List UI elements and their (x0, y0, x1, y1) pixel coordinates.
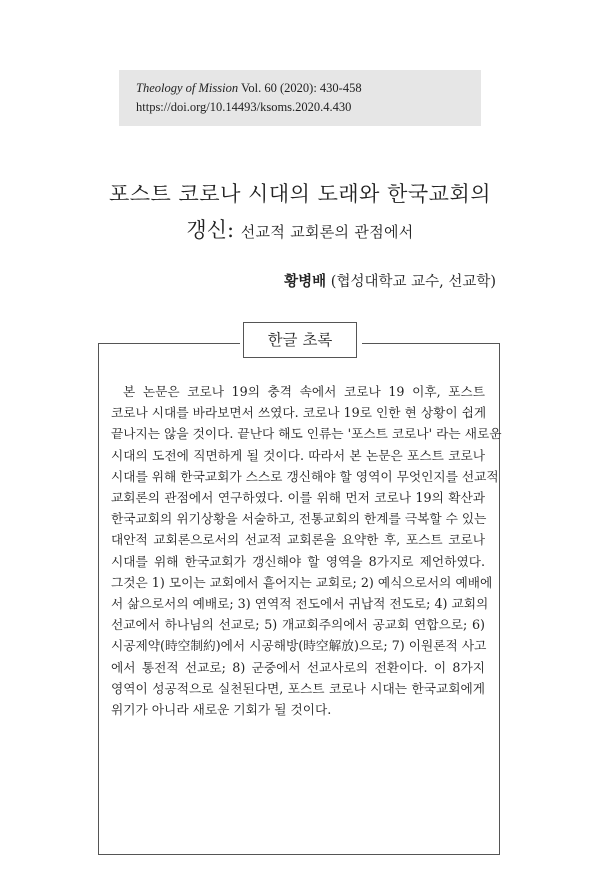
abstract-body (111, 381, 502, 720)
abstract-line: 서 삶으로서의 예배로; 3) 연역적 전도에서 귀납적 전도로; 4) 교회의 (111, 596, 489, 612)
author-line (284, 270, 496, 291)
abstract-line: 에서 통전적 선교로; 8) 군중에서 선교사로의 전환이다. 이 8가지 (111, 659, 485, 675)
abstract-line: 끝나지는 않을 것이다. 끝난다 해도 인류는 '포스트 코로나' 라는 새로운 (111, 426, 502, 442)
abstract-line: 영역이 성공적으로 실천된다면, 포스트 코로나 시대는 한국교회에게 (111, 680, 485, 696)
abstract-line: 시공제약(時空制約)에서 시공해방(時空解放)으로; 7) 이원론적 사고 (111, 638, 487, 654)
journal-name: Theology of Mission (136, 81, 239, 95)
paper-subtitle: 선교적 교회론의 관점에서 (240, 223, 414, 241)
abstract-line: 한국교회의 위기상황을 서술하고, 전통교회의 한계를 극복할 수 있는 (111, 511, 487, 527)
abstract-line: 시대를 위해 한국교회가 갱신해야 할 영역을 8가지로 제언하였다. (111, 553, 485, 569)
abstract-line: 대안적 교회론으로서의 선교적 교회론을 요약한 후, 포스트 코로나 (111, 532, 485, 548)
journal-volume-pages: Vol. 60 (2020): 430-458 (241, 81, 362, 95)
abstract-line: 본 논문은 코로나 19의 충격 속에서 코로나 19 이후, 포스트 (123, 384, 485, 399)
abstract-line: 위기가 아니라 새로운 기회가 될 것이다. (111, 702, 332, 718)
journal-info-box (119, 70, 481, 126)
paper-title-line1: 포스트 코로나 시대의 도래와 한국교회의 (108, 182, 492, 206)
abstract-line: 시대를 위해 한국교회가 스스로 갱신해야 할 영역이 무엇인지를 선교적 (111, 468, 499, 484)
abstract-line: 선교에서 하나님의 선교로; 5) 개교회주의에서 공교회 연합으로; 6) (111, 617, 485, 633)
paper-title-line2 (0, 214, 600, 244)
author-name: 황병배 (284, 273, 327, 290)
abstract-label: 한글 초록 (243, 322, 357, 358)
abstract-line: 교회론의 관점에서 연구하였다. 이를 위해 먼저 코로나 19의 확산과 (111, 490, 485, 506)
author-affiliation: (협성대학교 교수, 선교학) (330, 274, 496, 290)
abstract-line: 그것은 1) 모이는 교회에서 흩어지는 교회로; 2) 예식으로서의 예배에 (111, 574, 493, 590)
journal-doi[interactable]: https://doi.org/10.14493/ksoms.2020.4.430 (136, 100, 352, 114)
abstract-line: 코로나 시대를 바라보면서 쓰였다. 코로나 19로 인한 현 상황이 쉽게 (111, 405, 487, 421)
paper-title-main: 갱신: (186, 218, 235, 242)
journal-citation (136, 79, 481, 98)
abstract-line: 시대의 도전에 직면하게 될 것이다. 따라서 본 논문은 포스트 코로나 (111, 447, 485, 463)
